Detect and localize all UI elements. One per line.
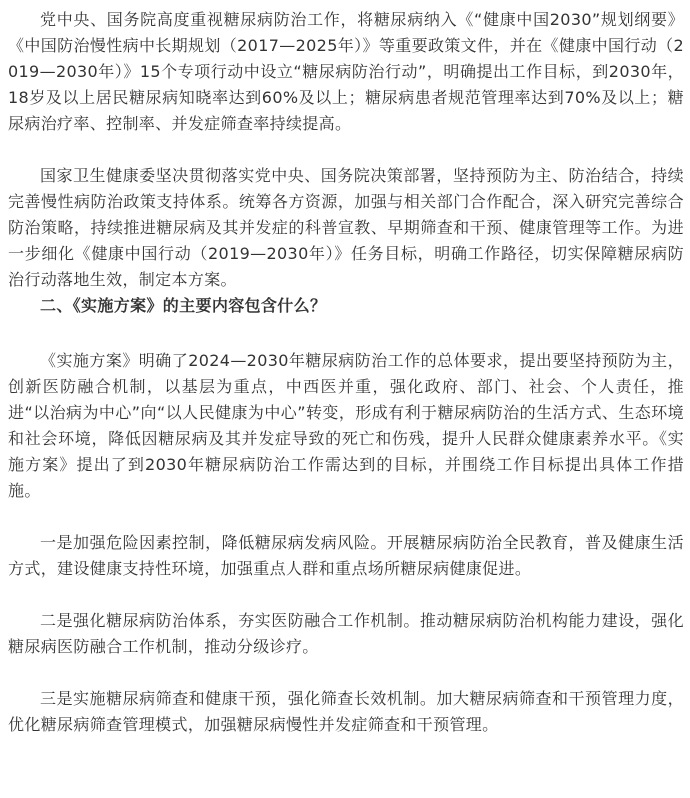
article-paragraph: 一是加强危险因素控制，降低糖尿病发病风险。开展糖尿病防治全民教育，普及健康生活方式，建设健康支持性环境，加强重点人群和重点场所糖尿病健康促进。	[8, 533, 684, 578]
article-paragraph: 《实施方案》明确了2024—2030年糖尿病防治工作的总体要求，提出要坚持预防为主，创新医防融合机制，以基层为重点，中西医并重，强化政府、部门、社会、个人责任，推进“以治病为中心”向“以人民健康为中心”转变，形成有利于糖尿病防治的生活方式、生态环境和社会环境，降低因糖尿病及其并发症导致的死亡和伤残，提升人民群众健康素养水平。《实施方案》提出了到2030年糖尿病防治工作需达到的目标，并围绕工作目标提出具体工作措施。	[8, 351, 684, 500]
article-paragraph: 二是强化糖尿病防治体系，夯实医防融合工作机制。推动糖尿病防治机构能力建设，强化糖尿病医防融合工作机制，推动分级诊疗。	[8, 611, 684, 656]
section-heading: 二、《实施方案》的主要内容包含什么？	[40, 296, 327, 315]
article-paragraph: 国家卫生健康委坚决贯彻落实党中央、国务院决策部署，坚持预防为主、防治结合，持续完善慢性病防治政策支持体系。统筹各方资源，加强与相关部门合作配合，深入研究完善综合防治策略，持续推进糖尿病及其并发症的科普宣教、早期筛查和干预、健康管理等工作。为进一步细化《健康中国行动（2019—2030年）》任务目标，明确工作路径，切实保障糖尿病防治行动落地生效，制定本方案。	[8, 166, 684, 289]
article-paragraph: 党中央、国务院高度重视糖尿病防治工作，将糖尿病纳入《“健康中国2030”规划纲要》《中国防治慢性病中长期规划（2017—2025年）》等重要政策文件，并在《健康中国行动（2019—2030年）》15个专项行动中设立“糖尿病防治行动”，明确提出工作目标，到2030年，18岁及以上居民糖尿病知晓率达到60%及以上；糖尿病患者规范管理率达到70%及以上；糖尿病治疗率、控制率、并发症筛查率持续提高。	[8, 10, 684, 133]
article-body	[8, 7, 684, 738]
article-paragraph: 三是实施糖尿病筛查和健康干预，强化筛查长效机制。加大糖尿病筛查和干预管理力度，优化糖尿病筛查管理模式，加强糖尿病慢性并发症筛查和干预管理。	[8, 689, 684, 734]
